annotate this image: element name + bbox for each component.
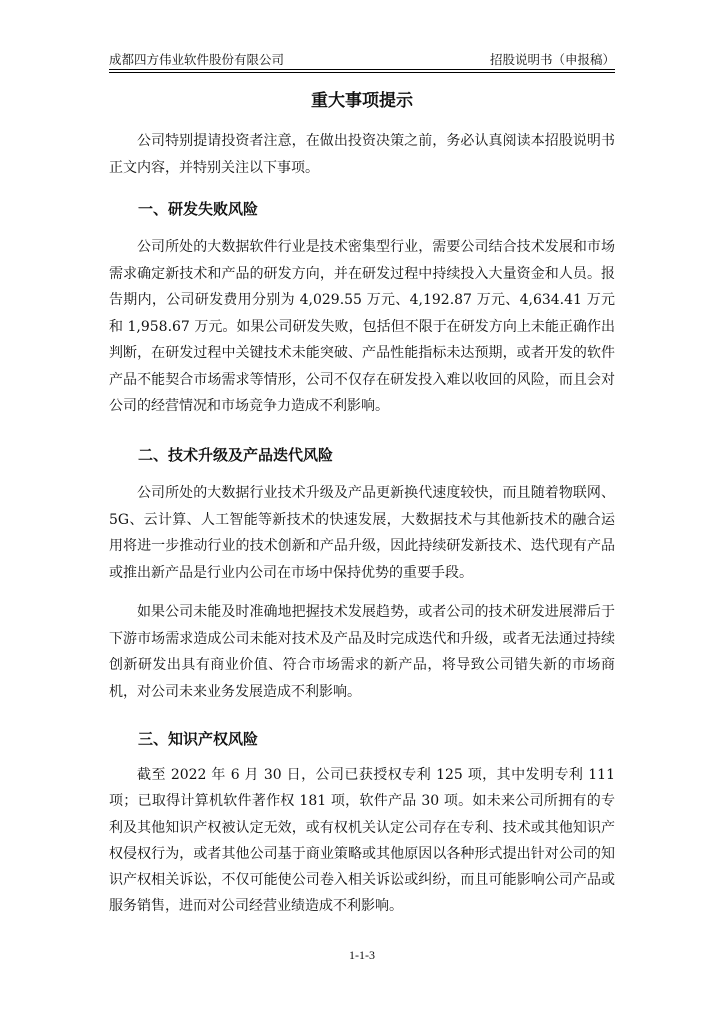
page-title: 重大事项提示 bbox=[311, 91, 413, 111]
rd-failure-paragraph: 公司所处的大数据软件行业是技术密集型行业，需要公司结合技术发展和市场需求确定新技术和产品的研发方向，并在研发过程中持续投入大量资金和人员。报告期内，公司研发费用分别为 4,029.55 万元、4,192.87 万元、4,634.41 万元和 1,958.67 万元。如果公司研发失败，包括但不限于在研发方向上未能正确作出判断，在研发过程中关键技术未能突破、产品性能指标未达预期，或者开发的软件产品不能契合市场需求等情形，公司不仅存在研发投入难以收回的风险，而且会对公司的经营情况和市场竞争力造成不利影响。 bbox=[109, 239, 615, 414]
page-number: 1-1-3 bbox=[349, 948, 375, 962]
page-header bbox=[109, 50, 615, 70]
intro-paragraph: 公司特别提请投资者注意，在做出投资决策之前，务必认真阅读本招股说明书正文内容，并特别关注以下事项。 bbox=[109, 133, 615, 176]
header-document-type: 招股说明书（申报稿） bbox=[489, 52, 615, 67]
header-divider bbox=[109, 69, 615, 73]
section-heading-tech-upgrade: 二、技术升级及产品迭代风险 bbox=[138, 446, 334, 464]
tech-upgrade-paragraph-1: 公司所处的大数据行业技术升级及产品更新换代速度较快，而且随着物联网、5G、云计算、人工智能等新技术的快速发展，大数据技术与其他新技术的融合运用将进一步推动行业的技术创新和产品升级，因此持续研发新技术、迭代现有产品或推出新产品是行业内公司在市场中保持优势的重要手段。 bbox=[109, 485, 615, 581]
section-heading-ip-risk: 三、知识产权风险 bbox=[138, 730, 259, 748]
header-company-name: 成都四方伟业软件股份有限公司 bbox=[109, 52, 285, 67]
tech-upgrade-paragraph-2: 如果公司未能及时准确地把握技术发展趋势，或者公司的技术研发进展滞后于下游市场需求造成公司未能对技术及产品及时完成迭代和升级，或者无法通过持续创新研发出具有商业价值、符合市场需求的新产品，将导致公司错失新的市场商机，对公司未来业务发展造成不利影响。 bbox=[109, 604, 615, 700]
section-heading-rd-failure: 一、研发失败风险 bbox=[138, 200, 259, 218]
ip-risk-paragraph: 截至 2022 年 6 月 30 日，公司已获授权专利 125 项，其中发明专利 111 项；已取得计算机软件著作权 181 项，软件产品 30 项。如未来公司所拥有的专利及其他知识产权被认定无效，或有权机关认定公司存在专利、技术或其他知识产权侵权行为，或者其他公司基于商业策略或其他原因以各种形式提出针对公司的知识产权相关诉讼，不仅可能使公司卷入相关诉讼或纠纷，而且可能影响公司产品或服务销售，进而对公司经营业绩造成不利影响。 bbox=[109, 767, 615, 915]
